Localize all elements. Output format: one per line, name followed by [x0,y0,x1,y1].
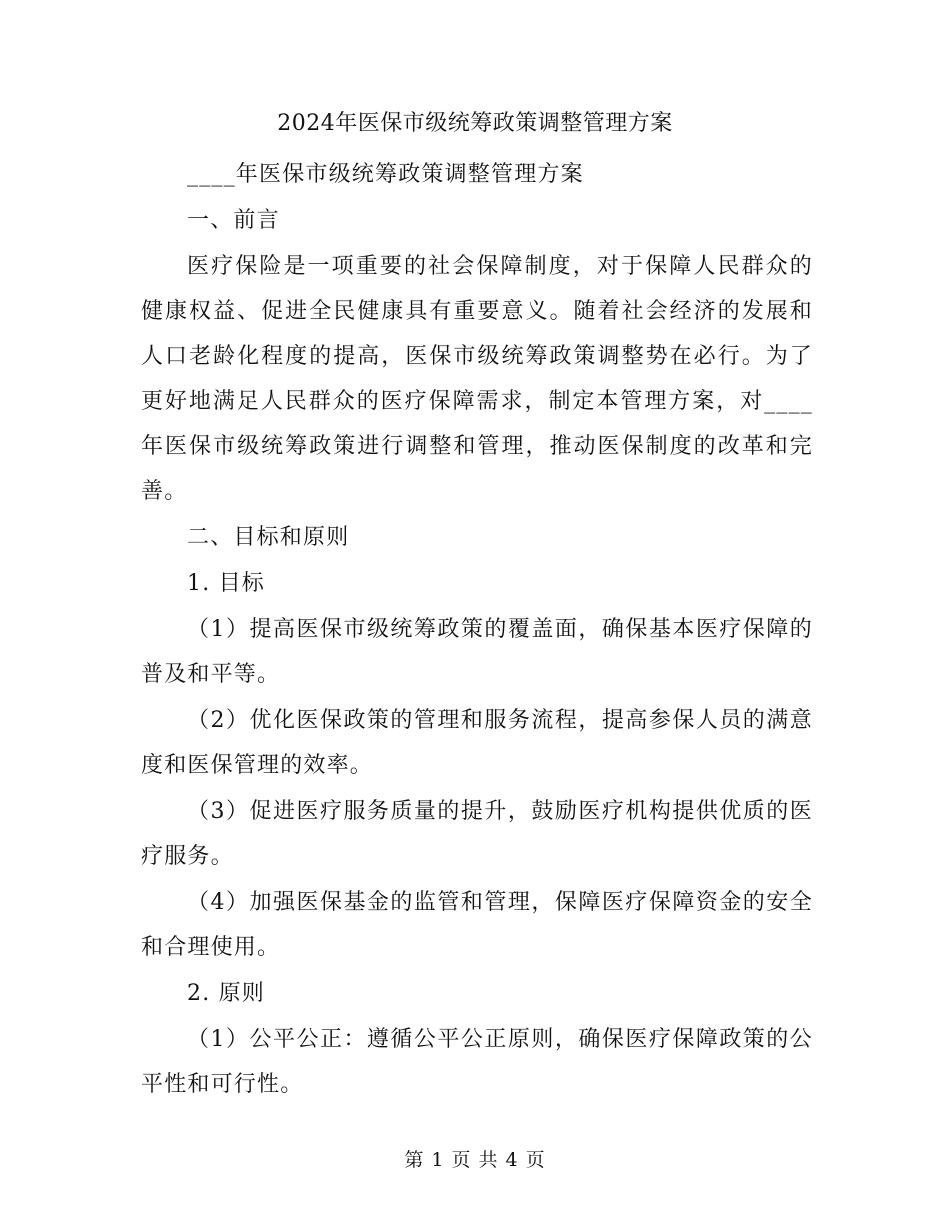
subsection-heading-principles: 2. 原则 [187,981,265,1006]
principle-item-1: （1）公平公正：遵循公平公正原则，确保医疗保障政策的公平性和可行性。 [141,1027,813,1097]
document-body [141,152,813,1108]
target-item-3: （3）促进医疗服务质量的提升，鼓励医疗机构提供优质的医疗服务。 [141,799,813,869]
preface-paragraph: 医疗保险是一项重要的社会保障制度，对于保障人民群众的健康权益、促进全民健康具有重要意义。随着社会经济的发展和人口老龄化程度的提高，医保市级统筹政策调整势在必行。为了更好地满足人民群众的医疗保障需求，制定本管理方案，对____年医保市级统筹政策进行调整和管理，推动医保制度的改革和完善。 [141,254,813,504]
document-title: 2024年医保市级统筹政策调整管理方案 [277,111,673,136]
subtitle-paragraph: ____年医保市级统筹政策调整管理方案 [187,162,584,187]
target-item-1: （1）提高医保市级统筹政策的覆盖面，确保基本医疗保障的普及和平等。 [141,617,813,687]
subsection-heading-targets: 1. 目标 [187,571,265,596]
section-heading-goals: 二、目标和原则 [187,525,350,550]
target-item-4: （4）加强医保基金的监管和管理，保障医疗保障资金的安全和合理使用。 [141,890,813,960]
target-item-2: （2）优化医保政策的管理和服务流程，提高参保人员的满意度和医保管理的效率。 [141,708,813,778]
page-footer: 第 1 页 共 4 页 [404,1149,546,1171]
section-heading-preface: 一、前言 [187,208,280,233]
